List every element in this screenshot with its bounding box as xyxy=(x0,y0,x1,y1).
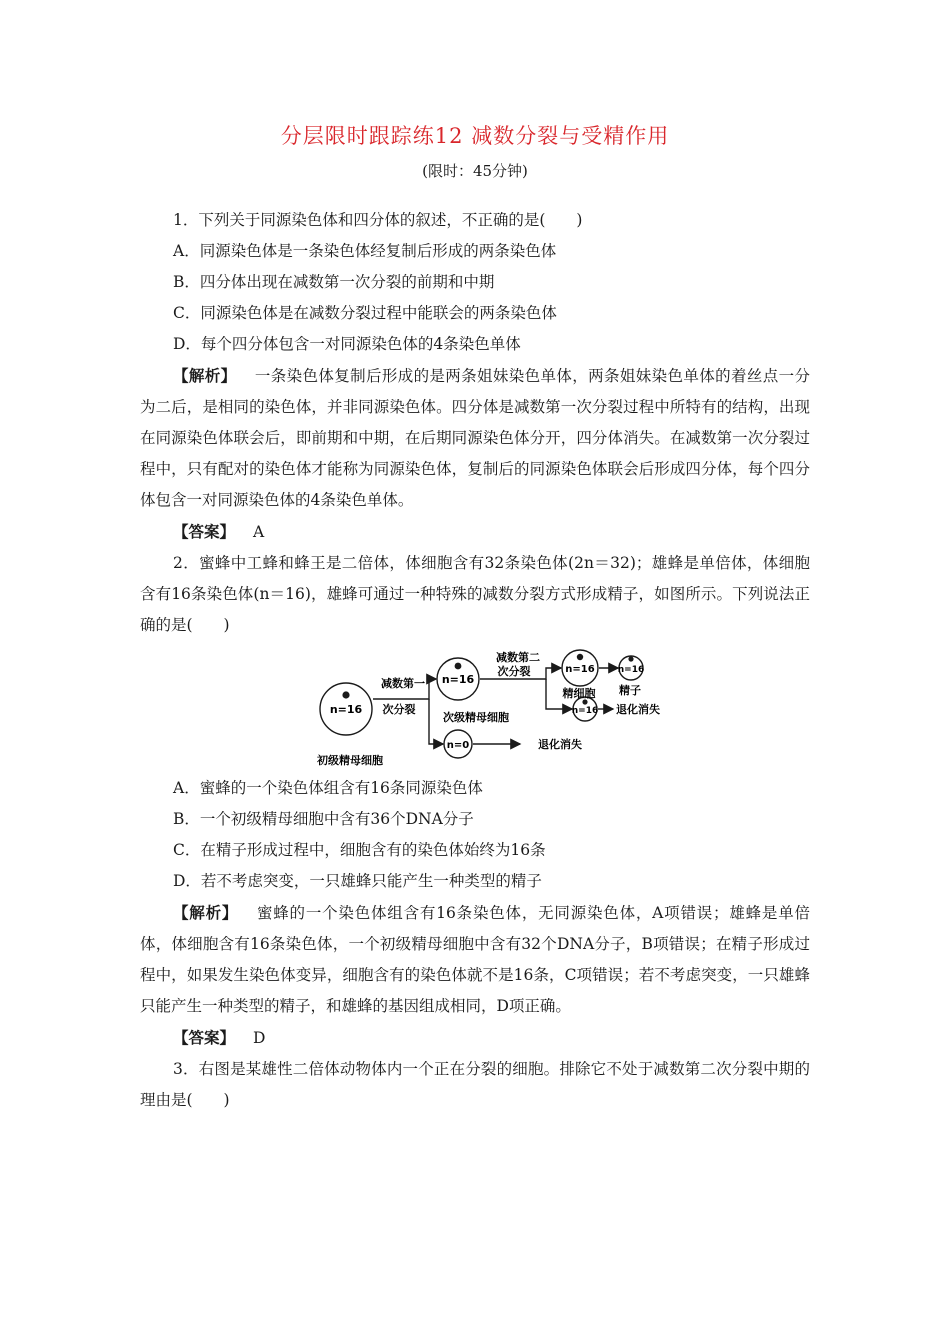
primary-cell-label: n=16 xyxy=(329,703,363,716)
step2-label-line1: 减数第二 xyxy=(496,651,540,664)
step1-label-line2: 次分裂 xyxy=(382,703,416,716)
analysis-text: 蜜蜂的一个染色体组含有16条染色体，无同源染色体，A项错误；雄蜂是单倍体，体细胞含有16条染色体，一个初级精母细胞中含有32个DNA分子，B项错误；在精子形成过程中，如果发生染色体变异，细胞含有的染色体就不是16条，C项错误；若不考虑突变，一只雄蜂只能产生一种类型的精子，和雄蜂的基因组成相同，D项正确。 xyxy=(140,904,810,1015)
question-stem: 3．右图是某雄性二倍体动物体内一个正在分裂的细胞。排除它不处于减数第二次分裂中期的理由是( ) xyxy=(140,1060,810,1109)
answer-value: D xyxy=(253,1029,266,1047)
spermatid-cell-label: n=16 xyxy=(565,664,595,675)
question-stem: 1．下列关于同源染色体和四分体的叙述，不正确的是( ) xyxy=(173,211,583,229)
question-2 xyxy=(140,548,810,1054)
option-a: A．同源染色体是一条染色体经复制后形成的两条染色体 xyxy=(173,242,557,260)
question-stem: 2．蜜蜂中工蜂和蜂王是二倍体，体细胞含有32条染色体(2n＝32)；雄蜂是单倍体，体细胞含有16条染色体(n＝16)，雄蜂可通过一种特殊的减数分裂方式形成精子，如图所示。下列说法正确的是( ) xyxy=(140,554,810,634)
small-fate-label: 退化消失 xyxy=(616,703,660,716)
analysis xyxy=(140,360,810,516)
question-3 xyxy=(140,1054,810,1116)
option-a: A．蜜蜂的一个染色体组含有16条同源染色体 xyxy=(173,779,483,797)
page-title: 分层限时跟踪练12 减数分裂与受精作用 xyxy=(280,124,670,148)
option-c: C．在精子形成过程中，细胞含有的染色体始终为16条 xyxy=(173,841,546,859)
analysis xyxy=(140,897,810,1022)
arrow-to-null-cell xyxy=(429,699,443,744)
analysis-text: 一条染色体复制后形成的是两条姐妹染色单体，两条姐妹染色单体的着丝点一分为二后，是相同的染色体，并非同源染色体。四分体是减数第一次分裂过程中所特有的结构，出现在同源染色体联会后，即前期和中期，在后期同源染色体分开，四分体消失。在减数第一次分裂过程中，只有配对的染色体才能称为同源染色体，复制后的同源染色体联会后形成四分体，每个四分体包含一对同源染色体的4条染色单体。 xyxy=(140,367,810,509)
option-c: C．同源染色体是在减数分裂过程中能联会的两条染色体 xyxy=(173,304,557,322)
secondary-cell-label: n=16 xyxy=(441,673,475,686)
sperm-nucleus xyxy=(628,656,633,661)
answer-tag: 【答案】 xyxy=(173,522,236,541)
step2-label-line2: 次分裂 xyxy=(497,665,531,678)
analysis-tag: 【解析】 xyxy=(173,903,239,922)
step1-label-line1: 减数第一 xyxy=(381,677,425,690)
small-cell-label: n=16 xyxy=(571,706,599,716)
question-list xyxy=(140,205,810,1116)
spermatid-caption: 精细胞 xyxy=(562,687,596,700)
null-fate-label: 退化消失 xyxy=(538,738,582,751)
answer xyxy=(140,516,810,548)
option-b: B．一个初级精母细胞中含有36个DNA分子 xyxy=(173,810,474,828)
small-nucleus xyxy=(582,699,587,704)
null-cell-label: n=0 xyxy=(446,740,470,751)
sperm-cell-label: n=16 xyxy=(617,665,645,675)
answer-tag: 【答案】 xyxy=(173,1028,236,1047)
answer xyxy=(140,1022,810,1054)
answer-value: A xyxy=(253,523,265,541)
meiosis-diagram xyxy=(317,649,660,769)
sperm-caption: 精子 xyxy=(619,684,641,697)
primary-caption: 初级精母细胞 xyxy=(317,754,383,767)
secondary-caption: 次级精母细胞 xyxy=(443,711,509,724)
option-d: D．若不考虑突变，一只雄蜂只能产生一种类型的精子 xyxy=(173,872,542,890)
primary-nucleus xyxy=(342,691,349,698)
time-limit: (限时：45分钟) xyxy=(422,162,528,180)
spermatid-nucleus xyxy=(577,654,583,660)
secondary-nucleus xyxy=(455,663,462,670)
option-d: D．每个四分体包含一对同源染色体的4条染色单体 xyxy=(173,335,521,353)
option-b: B．四分体出现在减数第一次分裂的前期和中期 xyxy=(173,273,495,291)
analysis-tag: 【解析】 xyxy=(173,366,237,385)
question-1 xyxy=(140,205,810,548)
